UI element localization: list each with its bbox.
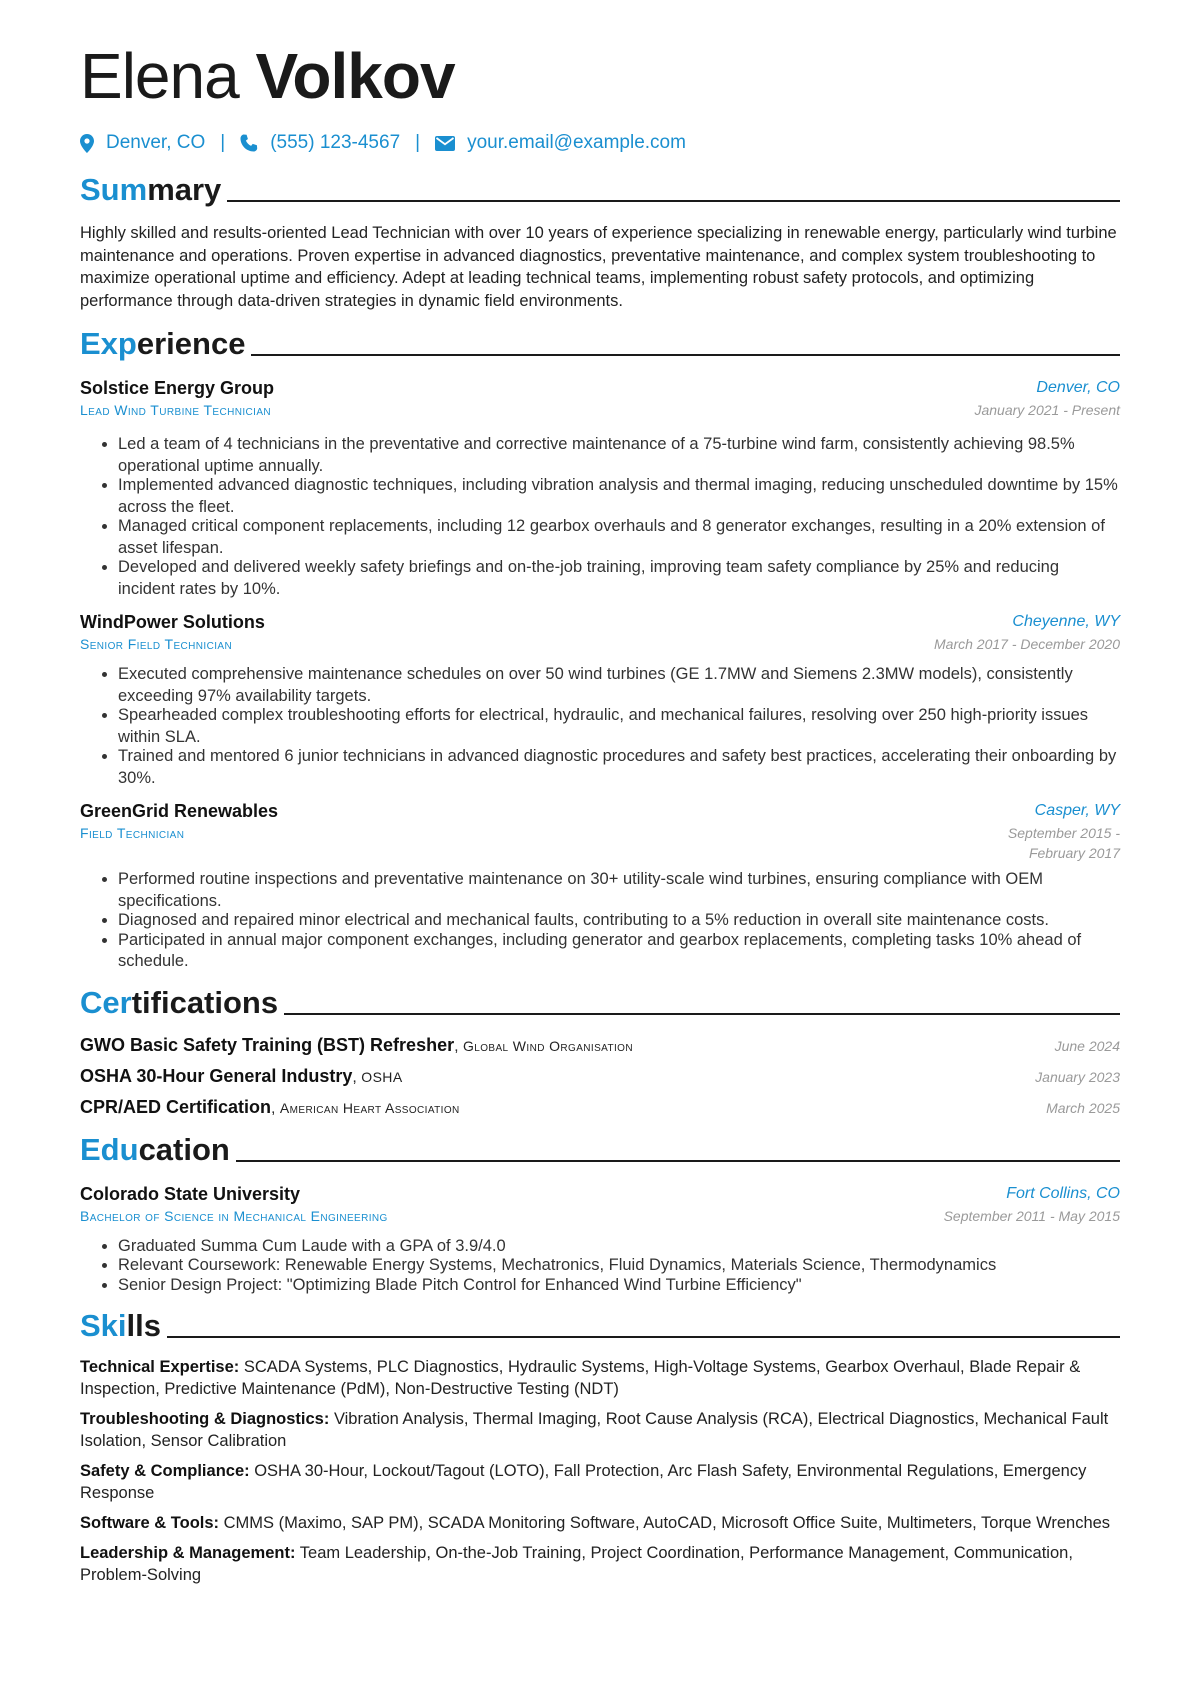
skill-group bbox=[80, 1408, 1120, 1452]
certifications-heading bbox=[80, 979, 1120, 1021]
contact-line bbox=[80, 128, 1120, 158]
section-title: Experience bbox=[80, 326, 246, 361]
job-role: Senior Field Technician bbox=[80, 636, 233, 652]
skill-label: Software & Tools: bbox=[80, 1514, 220, 1532]
last-name: Volkov bbox=[255, 40, 455, 112]
job-entry bbox=[80, 799, 1120, 973]
skill-list: CMMS (Maximo, SAP PM), SCADA Monitoring Software, AutoCAD, Microsoft Office Suite, Multimeters, Torque Wrenches bbox=[223, 1514, 1111, 1532]
job-role: Field Technician bbox=[80, 825, 185, 841]
section-title: Summary bbox=[80, 172, 222, 207]
skill-list: SCADA Systems, PLC Diagnostics, Hydraulic Systems, High-Voltage Systems, Gearbox Overhaul, Blade Repair & Inspection, Predictive Maintenance (PdM), Non-Destructive Testing (NDT) bbox=[80, 1358, 1081, 1398]
job-location: Cheyenne, WY bbox=[1012, 613, 1120, 630]
job-bullets bbox=[80, 664, 1120, 789]
section-rule bbox=[167, 1336, 1120, 1338]
location-text: Denver, CO bbox=[106, 132, 206, 153]
school-name: Colorado State University bbox=[80, 1183, 301, 1204]
skill-group bbox=[80, 1512, 1120, 1534]
list-item: • Implemented advanced diagnostic techniques, including vibration analysis and thermal imaging, reducing unscheduled downtime by 15% across the fleet. bbox=[118, 475, 1120, 518]
email-link[interactable]: your.email@example.com bbox=[467, 132, 686, 153]
section-rule bbox=[227, 200, 1120, 202]
contact-separator: | bbox=[220, 132, 226, 153]
job-bullets bbox=[80, 434, 1120, 600]
certification-issuer: Global Wind Organisation bbox=[462, 1037, 633, 1054]
list-item: • Executed comprehensive maintenance schedules on over 50 wind turbines (GE 1.7MW and Siemens 2.3MW models), consistently exceeding 97% availability targets. bbox=[118, 664, 1120, 707]
job-location: Denver, CO bbox=[1036, 379, 1120, 396]
list-item: • Senior Design Project: "Optimizing Blade Pitch Control for Enhanced Wind Turbine Efficiency" bbox=[118, 1275, 1120, 1297]
certification-name: OSHA 30-Hour General Industry bbox=[80, 1065, 353, 1086]
education-bullets bbox=[80, 1236, 1120, 1297]
skill-label: Technical Expertise: bbox=[80, 1358, 240, 1376]
skill-list: OSHA 30-Hour, Lockout/Tagout (LOTO), Fall Protection, Arc Flash Safety, Environmental Regulations, Emergency Response bbox=[80, 1462, 1087, 1502]
certification-date: March 2025 bbox=[1046, 1099, 1120, 1116]
skill-label: Troubleshooting & Diagnostics: bbox=[80, 1410, 330, 1428]
job-role: Lead Wind Turbine Technician bbox=[80, 402, 272, 418]
list-item: • Led a team of 4 technicians in the preventative and corrective maintenance of a 75-turbine wind farm, consistently achieving 98.5% operational uptime annually. bbox=[118, 434, 1120, 477]
skill-list: Vibration Analysis, Thermal Imaging, Root Cause Analysis (RCA), Electrical Diagnostics, Mechanical Fault Isolation, Sensor Calibration bbox=[80, 1410, 1109, 1450]
section-rule bbox=[236, 1160, 1120, 1162]
section-rule bbox=[251, 354, 1120, 356]
list-item: • Relevant Coursework: Renewable Energy Systems, Mechatronics, Fluid Dynamics, Materials Science, Thermodynamics bbox=[118, 1255, 1120, 1277]
skill-group bbox=[80, 1460, 1120, 1504]
job-dates: September 2015 - February 2017 bbox=[1007, 825, 1120, 861]
envelope-icon bbox=[435, 136, 455, 151]
section-title: Education bbox=[80, 1131, 230, 1167]
job-dates: March 2017 - December 2020 bbox=[934, 636, 1120, 652]
job-dates: January 2021 - Present bbox=[974, 402, 1120, 418]
certification-row: OSHA 30-Hour General Industry, OSHA January 2023 bbox=[80, 1065, 1120, 1086]
skill-list: Team Leadership, On-the-Job Training, Project Coordination, Performance Management, Communication, Problem-Solving bbox=[80, 1544, 1073, 1584]
job-entry bbox=[80, 376, 1120, 600]
education-entry bbox=[80, 1182, 1120, 1297]
company-name: Solstice Energy Group bbox=[80, 378, 275, 398]
certification-issuer: OSHA bbox=[361, 1068, 403, 1085]
education-heading bbox=[80, 1126, 1120, 1168]
phone-icon bbox=[240, 134, 258, 152]
contact-separator: | bbox=[415, 132, 421, 153]
summary-text: Highly skilled and results-oriented Lead Technician with over 10 years of experience specializing in renewable energy, particularly wind turbine maintenance and operations. Proven expertise in advanced diagnostics, preventative maintenance, and complex system troubleshooting to maximize operational uptime and efficiency. Adept at leading technical teams, implementing robust safety protocols, and optimizing performance through data-driven strategies in dynamic field environments. bbox=[80, 224, 1117, 310]
skills-heading bbox=[80, 1302, 1120, 1344]
job-location: Casper, WY bbox=[1034, 802, 1120, 819]
skill-label: Safety & Compliance: bbox=[80, 1462, 250, 1480]
list-item: • Graduated Summa Cum Laude with a GPA of 3.9/4.0 bbox=[118, 1236, 1120, 1258]
degree: Bachelor of Science in Mechanical Engineering bbox=[80, 1207, 388, 1224]
contact-email bbox=[435, 132, 686, 154]
certification-date: June 2024 bbox=[1054, 1037, 1120, 1054]
map-pin-icon bbox=[80, 134, 94, 153]
certification-row: CPR/AED Certification, American Heart Association March 2025 bbox=[80, 1096, 1120, 1117]
job-bullets bbox=[80, 869, 1120, 973]
section-title: Skills bbox=[80, 1308, 161, 1343]
first-name: Elena bbox=[80, 40, 239, 112]
list-item: • Developed and delivered weekly safety briefings and on-the-job training, improving team safety compliance by 25% and reducing incident rates by 10%. bbox=[118, 557, 1120, 600]
certification-name: CPR/AED Certification bbox=[80, 1096, 272, 1117]
list-item: • Diagnosed and repaired minor electrical and mechanical faults, contributing to a 5% reduction in overall site maintenance costs. bbox=[118, 910, 1120, 932]
skill-group bbox=[80, 1356, 1120, 1400]
job-entry bbox=[80, 610, 1120, 789]
company-name: GreenGrid Renewables bbox=[80, 801, 279, 821]
skill-label: Leadership & Management: bbox=[80, 1544, 296, 1562]
contact-location bbox=[80, 132, 205, 154]
list-item: • Managed critical component replacements, including 12 gearbox overhauls and 8 generator exchanges, resulting in a 20% extension of asset lifespan. bbox=[118, 516, 1120, 559]
contact-phone bbox=[240, 132, 400, 154]
certification-issuer: American Heart Association bbox=[279, 1099, 460, 1116]
company-name: WindPower Solutions bbox=[80, 612, 265, 632]
section-title: Certifications bbox=[80, 984, 279, 1020]
skill-group bbox=[80, 1542, 1120, 1586]
certification-row: GWO Basic Safety Training (BST) Refresher, Global Wind Organisation June 2024 bbox=[80, 1034, 1120, 1055]
education-dates: September 2011 - May 2015 bbox=[943, 1207, 1120, 1224]
experience-heading bbox=[80, 320, 1120, 362]
resume-name bbox=[80, 40, 1120, 112]
list-item: • Participated in annual major component exchanges, including generator and gearbox replacements, completing tasks 10% ahead of schedule. bbox=[118, 930, 1120, 973]
certification-date: January 2023 bbox=[1035, 1068, 1120, 1085]
summary-heading bbox=[80, 166, 1120, 208]
list-item: • Trained and mentored 6 junior technicians in advanced diagnostic procedures and safety best practices, accelerating their onboarding by 30%. bbox=[118, 746, 1120, 789]
list-item: • Performed routine inspections and preventative maintenance on 30+ utility-scale wind turbines, ensuring compliance with OEM specifications. bbox=[118, 869, 1120, 912]
phone-text: (555) 123-4567 bbox=[270, 132, 401, 153]
certification-name: GWO Basic Safety Training (BST) Refresher bbox=[80, 1034, 455, 1055]
education-location: Fort Collins, CO bbox=[1006, 1184, 1120, 1202]
section-rule bbox=[284, 1013, 1120, 1015]
list-item: • Spearheaded complex troubleshooting efforts for electrical, hydraulic, and mechanical failures, resolving over 250 high-priority issues within SLA. bbox=[118, 705, 1120, 748]
